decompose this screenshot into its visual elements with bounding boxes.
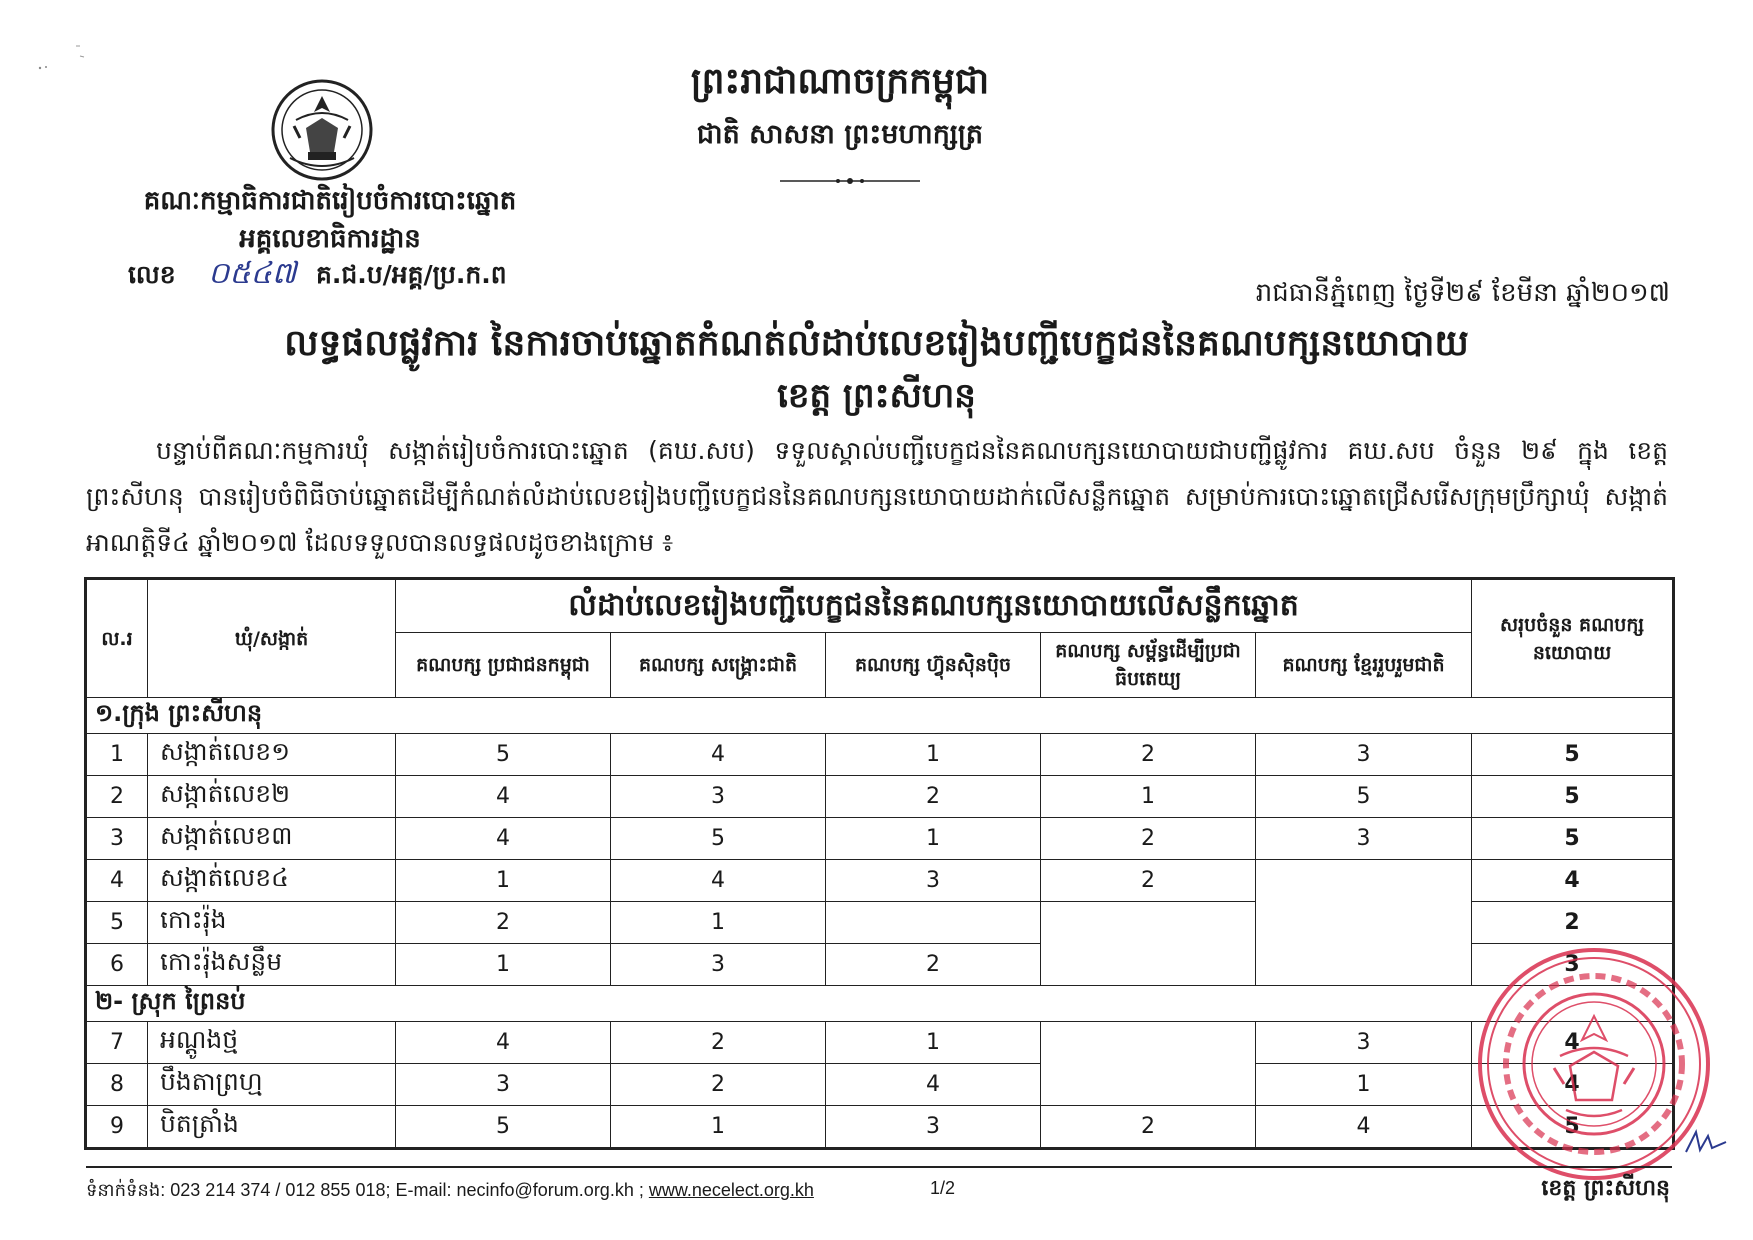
commune-name: សង្កាត់លេខ១	[148, 734, 396, 776]
commune-name: បិតត្រាំង	[148, 1106, 396, 1149]
cell-total: 4	[1472, 1064, 1674, 1106]
cell-funcinpec: 1	[826, 1022, 1041, 1064]
cell-total: 4	[1472, 1022, 1674, 1064]
cell-cpp: 4	[396, 1022, 611, 1064]
document-subtitle: ខេត្ត ព្រះសីហនុ	[777, 376, 976, 416]
table-row	[86, 1106, 1674, 1149]
table-row	[86, 776, 1674, 818]
nec-emblem-logo	[270, 78, 374, 182]
cell-total: 4	[1472, 860, 1674, 902]
cell-knup: 3	[1256, 818, 1472, 860]
reference-label: លេខ	[128, 260, 176, 289]
cell-cpp: 5	[396, 1106, 611, 1149]
header-party-funcinpec: គណបក្ស ហ៊្វុនស៊ិនប៉ិច	[826, 633, 1041, 698]
cell-knup-empty	[1256, 860, 1472, 986]
cell-funcinpec: 2	[826, 776, 1041, 818]
cell-total: 5	[1472, 776, 1674, 818]
cell-knup: 5	[1256, 776, 1472, 818]
cell-funcinpec: 2	[826, 944, 1041, 986]
commune-name: សង្កាត់លេខ២	[148, 776, 396, 818]
table-row	[86, 1022, 1674, 1064]
header-commune: ឃុំ/សង្កាត់	[148, 579, 396, 698]
cell-cnrp: 1	[611, 902, 826, 944]
cell-knup: 1	[1256, 1064, 1472, 1106]
scan-marks	[30, 40, 90, 80]
secretariat-name: អគ្គលេខាធិការដ្ឋាន	[239, 224, 421, 254]
header-party-knup: គណបក្ស ខ្មែររួបរួមជាតិ	[1256, 633, 1472, 698]
ornament-divider-icon	[780, 176, 920, 186]
cell-knup: 3	[1256, 734, 1472, 776]
cell-funcinpec: 1	[826, 734, 1041, 776]
cell-funcinpec	[826, 902, 1041, 944]
header-party-ldp: គណបក្ស សម្ព័ន្ធដើម្បីប្រជាធិបតេយ្យ	[1041, 633, 1256, 698]
official-seal-stamp	[1474, 944, 1714, 1184]
row-number: 8	[86, 1064, 148, 1106]
cell-cnrp: 4	[611, 734, 826, 776]
document-date: រាជធានីភ្នំពេញ ថ្ងៃទី២៩ ខែមីនា ឆ្នាំ២០១៧	[1255, 278, 1670, 308]
cell-ldp: 2	[1041, 1106, 1256, 1149]
cell-total: 5	[1472, 734, 1674, 776]
table-row	[86, 818, 1674, 860]
cell-ldp-empty	[1041, 902, 1256, 986]
kingdom-heading: ព្រះរាជាណាចក្រកម្ពុជា	[690, 61, 990, 102]
cell-ldp: 2	[1041, 818, 1256, 860]
header-ballot-order: លំដាប់លេខរៀងបញ្ជីបេក្ខជននៃគណបក្សនយោបាយលើសន្លឹកឆ្នោត	[396, 579, 1472, 633]
commune-name: បឹងតាព្រហ្ម	[148, 1064, 396, 1106]
row-number: 3	[86, 818, 148, 860]
footer-province: ខេត្ត ព្រះសីហនុ	[1541, 1176, 1670, 1201]
commune-name: សង្កាត់លេខ៣	[148, 818, 396, 860]
cell-ldp: 2	[1041, 734, 1256, 776]
header-total-parties: សរុបចំនួន គណបក្ស នយោបាយ	[1472, 579, 1674, 698]
cell-total: 5	[1472, 818, 1674, 860]
reference-code: គ.ជ.ប/អគ្គ/ប្រ.ក.ព	[316, 260, 507, 289]
cell-knup: 3	[1256, 1022, 1472, 1064]
cell-cpp: 1	[396, 860, 611, 902]
header-party-cnrp: គណបក្ស សង្គ្រោះជាតិ	[611, 633, 826, 698]
row-number: 7	[86, 1022, 148, 1064]
row-number: 1	[86, 734, 148, 776]
signature-mark	[1682, 1128, 1730, 1158]
cell-cpp: 2	[396, 902, 611, 944]
table-row	[86, 1064, 1674, 1106]
ballot-order-table	[84, 577, 1675, 1150]
cell-cnrp: 4	[611, 860, 826, 902]
cell-cpp: 3	[396, 1064, 611, 1106]
header-party-cpp: គណបក្ស ប្រជាជនកម្ពុជា	[396, 633, 611, 698]
website-link[interactable]: www.necelect.org.kh	[648, 1180, 814, 1200]
cell-cpp: 1	[396, 944, 611, 986]
header-no: ល.រ	[86, 579, 148, 698]
cell-cpp: 5	[396, 734, 611, 776]
commune-name: អណ្ដូងថ្ម	[148, 1022, 396, 1064]
document-title: លទ្ធផលផ្លូវការ នៃការចាប់ឆ្នោតកំណត់លំដាប់លេខរៀងបញ្ជីបេក្ខជននៃគណបក្សនយោបាយ	[284, 323, 1469, 364]
cell-total: 2	[1472, 902, 1674, 944]
row-number: 9	[86, 1106, 148, 1149]
cell-knup: 4	[1256, 1106, 1472, 1149]
cell-funcinpec: 1	[826, 818, 1041, 860]
footer-contact	[86, 1178, 814, 1205]
row-number: 5	[86, 902, 148, 944]
commune-name: កោះរ៉ុងសន្លឹម	[148, 944, 396, 986]
cell-funcinpec: 3	[826, 1106, 1041, 1149]
cell-cnrp: 2	[611, 1022, 826, 1064]
cell-ldp-empty	[1041, 1022, 1256, 1106]
cell-cnrp: 2	[611, 1064, 826, 1106]
row-number: 2	[86, 776, 148, 818]
contact-info: ទំនាក់ទំនង: 023 214 374 / 012 855 018; E-mail: necinfo@forum.org.kh ;	[86, 1180, 649, 1200]
table-row	[86, 734, 1674, 776]
row-number: 4	[86, 860, 148, 902]
cell-total: 3	[1472, 944, 1674, 986]
committee-name: គណៈកម្មាធិការជាតិរៀបចំការបោះឆ្នោត	[143, 186, 517, 216]
cell-cnrp: 3	[611, 776, 826, 818]
cell-cnrp: 3	[611, 944, 826, 986]
cell-cnrp: 5	[611, 818, 826, 860]
page-number: 1/2	[930, 1178, 956, 1198]
cell-total: 5	[1472, 1106, 1674, 1149]
section-header: ២- ស្រុក ព្រៃនប់	[86, 986, 1674, 1022]
intro-paragraph: បន្ទាប់ពីគណៈកម្មការឃុំ សង្កាត់រៀបចំការបោះឆ្នោត (គឃ.សប) ទទួលស្គាល់បញ្ជីបេក្ខជននៃគណបក្សនយោបាយជាបញ្ជីផ្លូវការ គឃ.សប ចំនួន ២៩ ក្នុង ខេត្ត ព្រះសីហនុ បានរៀបចំពិធីចាប់ឆ្នោតដើម្បីកំណត់លំដាប់លេខរៀងបញ្ជីបេក្ខជននៃគណបក្សនយោបាយដាក់លើសន្លឹកឆ្នោត សម្រាប់ការបោះឆ្នោតជ្រើសរើសក្រុមប្រឹក្សាឃុំ សង្កាត់ អាណត្តិទី៤ ឆ្នាំ២០១៧ ដែលទទួលបានលទ្ធផលដូចខាងក្រោម ៖	[86, 436, 1668, 557]
commune-name: សង្កាត់លេខ៤	[148, 860, 396, 902]
reference-number: ០៥៤៧	[208, 256, 297, 291]
cell-cpp: 4	[396, 776, 611, 818]
table-row	[86, 860, 1674, 902]
cell-funcinpec: 3	[826, 860, 1041, 902]
cell-cnrp: 1	[611, 1106, 826, 1149]
cell-ldp: 2	[1041, 860, 1256, 902]
commune-name: កោះរ៉ុង	[148, 902, 396, 944]
cell-funcinpec: 4	[826, 1064, 1041, 1106]
cell-cpp: 4	[396, 818, 611, 860]
footer-divider	[86, 1166, 1672, 1168]
section-header: ១.ក្រុង ព្រះសីហនុ	[86, 698, 1674, 734]
national-motto: ជាតិ សាសនា ព្រះមហាក្សត្រ	[696, 119, 984, 150]
row-number: 6	[86, 944, 148, 986]
cell-ldp: 1	[1041, 776, 1256, 818]
